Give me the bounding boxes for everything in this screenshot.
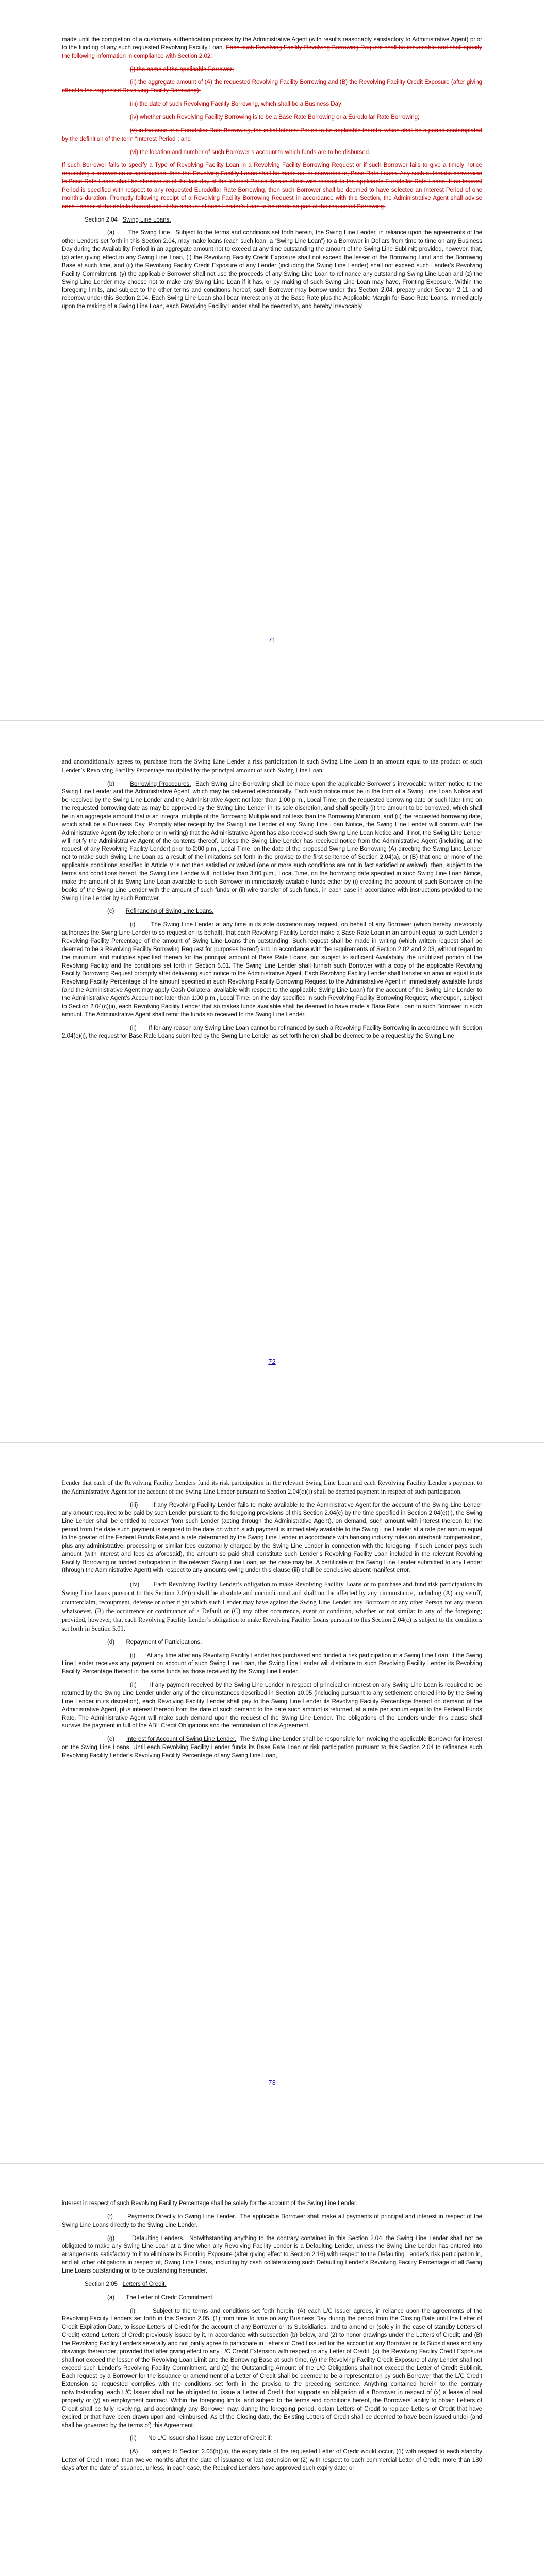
paragraph (62, 36, 482, 61)
clause-d (62, 1639, 482, 1647)
clause-label: (i) (130, 1652, 136, 1659)
clause-g (62, 2235, 482, 2276)
clause-text: Subject to the terms and conditions set forth herein, the Swing Line Lender, in reliance upon the agreements of the other Lenders set forth in this Section 2.04, may make loans (each such loan, a “Swing Line Loan”) to a Borrower in Dollars from time to time on any Business Day during the Availability Period in an aggregate amount not to exceed at any time outstanding the amount of the Swing Line Sublimit; provided, however, that, (x) after giving effect to any Swing Line Loan, (i) the Revolving Facility Credit Exposure shall not exceed the lesser of the Borrowing Limit and the Borrowing Base at such time, and (ii) the Revolving Facility Credit Exposure of any Lender (including the Swing Line Lender) shall not exceed such Lender’s Revolving Facility Commitment, (y) the applicable Borrower shall not use the proceeds of any Swing Line Loan to refinance any outstanding Swing Line Loan and (z) the Swing Line Lender may choose not to make any Swing Line Loan if it has, or by making of such Swing Line Loan may have, Fronting Exposure. Within the foregoing limits, and subject to the other terms and conditions hereof, such Borrower may borrow under this Section 2.04, prepay under Section 2.11, and reborrow under this Section 2.04. Each Swing Line Loan shall bear interest only at the Base Rate plus the Applicable Margin for Base Rate Loans. Immediately upon the making of a Swing Line Loan, each Revolving Facility Lender shall be deemed to, and hereby irrevocably (62, 230, 482, 310)
clause-label: (ii) (130, 1025, 137, 1031)
clause-text: The Swing Line Lender at any time in its sole discretion may request, on behalf of any Borrower (which hereby irrevocably authorizes the Swing Line Lender to so request on its behalf), that each Revolving Facility Lender make a Base Rate Loan in an amount equal to such Lender’s Revolving Facility Percentage of the amount of Swing Line Loans then outstanding. Such request shall be made in writing (which written request shall be deemed to be a Revolving Facility Borrowing Request for purposes hereof) and in accordance with the requirements of Section 2.02 and 2.03, without regard to the minimum and multiples specified therein for the principal amount of Base Rate Loans, but subject to sufficient Availability, the unutilized portion of the Revolving Facility and the conditions set forth in Section 5.01. The Swing Line Lender shall furnish such Borrower with a copy of the applicable Revolving Facility Borrowing Request promptly after delivering such notice to the Administrative Agent. Each Revolving Facility Lender shall transfer an amount equal to its Revolving Facility Percentage of the amount specified in such Revolving Facility Borrowing Request to the Administrative Agent in immediately available funds (and the Administrative Agent may apply Cash Collateral available with respect to the applicable Swing Line Loan) for the account of the Swing Line Lender to the Administrative Agent’s Account not later than 1:00 p.m., Local Time, on the day specified in such Revolving Facility Borrowing Request, whereupon, subject to Section 2.04(c)(ii), each Revolving Facility Lender that so makes funds available shall be deemed to have made a Base Rate Loan to such Borrower in such amount. The Administrative Agent shall remit the funds so received to the Swing Line Lender. (62, 922, 482, 1018)
clause-title: Refinancing of Swing Line Loans. (125, 908, 214, 915)
clause-c-i (62, 921, 482, 1019)
section-heading (62, 216, 482, 225)
clause-title: The Swing Line. (128, 230, 172, 236)
clause-d-i (62, 1652, 482, 1677)
clause-a (62, 229, 482, 311)
section-heading (62, 2281, 482, 2289)
section-title: Swing Line Loans. (122, 216, 171, 223)
clause-label: (iii) (130, 1502, 138, 1509)
clause-text: If any payment received by the Swing Line Lender in respect of principal or interest on any Swing Line Loan is required to be returned by the Swing Line Lender under any of the circumstances described in Section 10.05 (including pursuant to any settlement entered into by the Swing Line Lender in its discretion), each Revolving Facility Lender shall pay to the Swing Line Lender its Revolving Facility Percentage thereof on demand of the Administrative Agent, plus interest thereon from the date of such demand to the date such amount is returned, at a rate per annum equal to the Federal Funds Rate. The Administrative Agent will make such demand upon the request of the Swing Line Lender. The obligations of the Lenders under this clause shall survive the payment in full of the ABL Credit Obligations and the termination of this Agreement. (62, 1682, 482, 1730)
clause-label: (A) (130, 2449, 138, 2455)
page-number-link[interactable]: 71 (268, 636, 276, 644)
clause-text: Notwithstanding anything to the contrary contained in this Section 2.04, the Swing Line Lender shall not be obligated to make any Swing Line Loan at a time when any Revolving Facility Lender is a Defaulting Lender, unless the Swing Line Lender has entered into arrangements satisfactory to it to eliminate its Fronting Exposure (after giving effect to Section 2.16) with respect to the Defaulting Lender’s risk participation in, and all other obligations in respect of, Swing Line Loans, including by cash collateralizing such Defaulting Lender’s Revolving Facility Percentage of all Swing Line Loans outstanding or to be outstanding hereunder. (62, 2235, 483, 2275)
clause-c (62, 908, 482, 916)
document-page-72 (0, 721, 544, 1442)
clause-c-iii (62, 1502, 482, 1575)
paragraph: Lender that each of the Revolving Facility Lenders fund its risk participation in the relevant Swing Line Loan and each Revolving Facility Lender’s payment to the Administrative Agent for the account of the Swing Line Lender pursuant to Section 2.04(c)(i) shall be deemed payment in respect of such participation. (62, 1479, 482, 1496)
clause-title: Defaulting Lenders. (132, 2235, 185, 2242)
clause-label: (f) (107, 2213, 113, 2220)
clause-text: If any Revolving Facility Lender fails to make available to the Administrative Agent for the account of the Swing Line Lender any amount required to be paid by such Lender pursuant to the foregoing provisions of this Section 2.04(c) by the time specified in Section 2.04(c)(i), the Swing Line Lender shall be entitled to recover from such Lender (acting through the Administrative Agent), on demand, such amount with interest thereon for the period from the date such payment is required to the date on which such payment is immediately available to the Swing Line Lender at a rate per annum equal to the greater of the Federal Funds Rate and a rate determined by the Swing Line Lender in accordance with banking industry rules on interbank compensation, plus any administrative, processing or similar fees customarily charged by the Swing Line Lender in connection with the foregoing. If such Lender pays such amount (with interest and fees as aforesaid), the amount so paid shall constitute such Lender’s Revolving Facility Loan included in the relevant Revolving Facility Borrowing or funded participation in the relevant Swing Line Loan, as the case may be. A certificate of the Swing Line Lender submitted to any Lender (through the Administrative Agent) with respect to any amounts owing under this clause (iii) shall be conclusive absent manifest error. (62, 1502, 482, 1574)
clause-label: (i) (130, 2308, 136, 2314)
clause-text: Each Swing Line Borrowing shall be made upon the applicable Borrower’s irrevocable written notice to the Swing Line Lender and the Administrative Agent, which may be delivered electronically. Each such notice must be in the form of a Swing Line Loan Notice and be received by the Swing Line Lender and the Administrative Agent not later than 1:00 p.m., Local Time, on the requested borrowing date or such later time on the requested borrowing date as may be approved by the Swing Line Lender in its sole discretion, and shall specify (i) the amount to be borrowed, which shall be in an aggregate amount that is an integral multiple of the Borrowing Multiple and not less than the Borrowing Minimum, and (ii) the requested borrowing date, which shall be a Business Day. Promptly after receipt by the Swing Line Lender of any Swing Line Loan Notice, the Swing Line Lender will confirm with the Administrative Agent (by telephone or in writing) that the Administrative Agent has also received such Swing Line Loan Notice and, if not, the Swing Line Lender will notify the Administrative Agent of the contents thereof. Unless the Swing Line Lender has received notice from the Administrative Agent (including at the request of any Revolving Facility Lender) prior to 2:00 p.m., Local Time, on the date of the proposed Swing Line Borrowing (A) directing the Swing Line Lender not to make such Swing Line Loan as a result of the limitations set forth in the proviso to the first sentence of Section 2.04(a), or (B) that one or more of the applicable conditions specified in Article V is not then satisfied or waived (one or more such conditions are not in fact satisfied or waived), then, subject to the terms and conditions hereof, the Swing Line Lender will, not later than 3:00 p.m., Local Time, on the borrowing date specified in such Swing Line Loan Notice, make the amount of its Swing Line Loan available to such Borrower in immediately available funds either by (i) crediting the account of such Borrower on the books of the Swing Line Lender with the amount of such funds or (ii) wire transfer of such funds, in each case in accordance with instructions provided to the Swing Line Lender by such Borrower. (62, 781, 482, 902)
clause-a-ii-A (62, 2448, 482, 2473)
page-body (62, 1479, 482, 1766)
clause-label: (e) (107, 1736, 115, 1743)
paragraph: interest in respect of such Revolving Facility Percentage shall be solely for the account of the Swing Line Lender. (62, 2200, 358, 2207)
clause-title: Payments Directly to Swing Line Lender. (127, 2213, 236, 2220)
page-body (62, 2200, 482, 2478)
clause-label: (iv) (130, 1581, 140, 1588)
clause-label: (g) (107, 2235, 115, 2242)
clause-label: (a) (107, 2294, 115, 2301)
clause-title: Repayment of Participations. (126, 1639, 202, 1646)
page-number-link[interactable]: 72 (268, 1358, 276, 1365)
deleted-item-iii: (iii) the date of such Revolving Facility Borrowing, which shall be a Business Day; (130, 101, 343, 108)
clause-label: (b) (107, 781, 115, 787)
clause-text: Subject to the terms and conditions set forth herein, (A) each L/C Issuer agrees, in reliance upon the agreements of the Revolving Facility Lenders set forth in this Section 2.05, (1) from time to time on any Business Day during the period from the Closing Date until the Letter of Credit Expiration Date, to issue Letters of Credit for the account of any Borrower or its Subsidiaries, and to amend or (solely in the case of standby Letters of Credit) extend Letters of Credit previously issued by it, in accordance with subsection (b) below, and (2) to honor drawings under the Letters of Credit; and (B) the Revolving Facility Lenders severally and not jointly agree to participate in Letters of Credit issued for the account of any Borrower or its Subsidiaries and any drawings thereunder; provided that after giving effect to any L/C Credit Extension with respect to any Letter of Credit, (x) the Revolving Facility Credit Exposure shall not exceed the lesser of the Revolving Loan Limit and the Borrowing Base at such time, (y) the Revolving Facility Credit Exposure of any Lender shall not exceed such Lender’s Revolving Facility Commitment, and (z) the Outstanding Amount of the L/C Obligations shall not exceed the Letter of Credit Sublimit. Each request by a Borrower for the issuance or amendment of a Letter of Credit shall be deemed to be a representation by such Borrower that the L/C Credit Extension so requested complies with the conditions set forth in the proviso to the preceding sentence. Anything contained herein to the contrary notwithstanding, each L/C Issuer shall not be obligated to, issue a Letter of Credit that supports an obligation of a Borrower in respect of (x) a lease of real property or (y) an employment contract. Within the foregoing limits, and subject to the terms and conditions hereof, the Borrowers’ ability to obtain Letters of Credit shall be fully revolving, and accordingly any Borrower may, during the foregoing period, obtain Letters of Credit to replace Letters of Credit that have expired or that have been drawn upon and reimbursed. As of the Closing date, the Existing Letters of Credit shall be deemed to have been issued under (and shall be governed by the terms of) this Agreement. (62, 2308, 482, 2429)
section-number: Section 2.05 (85, 2281, 118, 2287)
clause-f (62, 2213, 482, 2230)
clause-label: (i) (130, 922, 136, 928)
paragraph: and unconditionally agrees to, purchase from the Swing Line Lender a risk participation in such Swing Line Loan in an amount equal to the product of such Lender’s Revolving Facility Percentage multiplied by the principal amount of such Swing Line Loan. (62, 758, 482, 774)
clause-c-iv (62, 1580, 482, 1634)
clause-text: The Swing Line Lender shall be responsible for invoicing the applicable Borrower for interest on the Swing Line Loans. Until each Revolving Facility Lender funds its Base Rate Loan or risk participation pursuant to this Section 2.04 to refinance such Revolving Facility Lender’s Revolving Facility Percentage of any Swing Line Loan, (62, 1736, 482, 1759)
clause-label: (ii) (130, 1682, 137, 1689)
clause-text: If for any reason any Swing Line Loan cannot be refinanced by such a Revolving Facility Borrowing in accordance with Section 2.04(c)(i), the request for Base Rate Loans submitted by the Swing Line Lender as set forth herein shall be deemed to be a request by the Swing Line (62, 1025, 482, 1040)
clause-d-ii (62, 1682, 482, 1731)
section-title: Letters of Credit. (122, 2281, 167, 2287)
clause-text: The applicable Borrower shall make all payments of principal and interest in respect of the Swing Line Loans directly to the Swing Line Lender. (62, 2213, 483, 2228)
deleted-text: Each such Revolving Facility Revolving Borrowing Request shall be irrevocable and shall specify the following information in compliance with Section 2.02: (62, 44, 483, 59)
page-body (62, 757, 482, 1046)
clause-label: (a) (107, 230, 115, 236)
clause-title: Interest for Account of Swing Line Lender. (126, 1736, 237, 1743)
clause-text: subject to Section 2.05(b)(iii), the expiry date of the requested Letter of Credit would occur, (1) with respect to each standby Letter of Credit, more than twelve months after the date of issuance or last extension or (2) with respect to each commercial Letter of Credit, more than 180 days after the date of issuance, unless, in each case, the Required Lenders have approved such expiry date; or (62, 2449, 482, 2472)
document-page-74 (0, 2164, 544, 2576)
section-number: Section 2.04 (85, 216, 118, 223)
clause-a (62, 2294, 482, 2302)
clause-label: (c) (107, 908, 114, 915)
paragraph-text: made until the completion of a customary authentication process by the Administrative Agent (with results reasonably satisfactory to Administrative Agent) prior to the funding of any such requested Revolving Facility Loan. (62, 37, 482, 51)
clause-label: (ii) (130, 2435, 137, 2442)
clause-c-ii (62, 1025, 482, 1041)
document-page-73 (0, 1443, 544, 2163)
deleted-item-vi: (vi) the location and number of such Borrower’s account to which funds are to be disbursed. (130, 149, 371, 156)
clause-a-i (62, 2308, 482, 2430)
clause-text: Each Revolving Facility Lender’s obligation to make Revolving Facility Loans or to purchase and fund risk participations in Swing Line Loans pursuant to this Section 2.04(c) shall be absolute and unconditional and shall not be affected by any circumstance, including (A) any setoff, counterclaim, recoupment, defense or other right which such Lender may have against the Swing Line Lender, any Borrower or any other Person for any reason whatsoever, (B) the occurrence or continuance of a Default or (C) any other occurrence, event or condition, whether or not similar to any of the foregoing; provided, however, that each Revolving Facility Lender’s obligation to make Revolving Facility Loans pursuant to this Section 2.04(c) is subject to the conditions set forth in Section 5.01. (62, 1581, 483, 1633)
clause-label: (d) (107, 1639, 115, 1646)
clause-title: Borrowing Procedures. (130, 781, 191, 787)
deleted-item-v: (v) in the case of a Eurodollar Rate Borrowing, the initial Interest Period to be applicable thereto, which shall be a period contemplated by the definition of the term “Interest Period”; and (62, 127, 482, 142)
clause-a-ii (62, 2435, 482, 2443)
clause-e (62, 1736, 482, 1760)
clause-text: At any time after any Revolving Facility Lender has purchased and funded a risk participation in a Swing Line Loan, if the Swing Line Lender receives any payment on account of such Swing Line Loan, the Swing Line Lender will distribute to such Revolving Facility Lender its Revolving Facility Percentage thereof in the same funds as those received by the Swing Line Lender. (62, 1652, 482, 1675)
deleted-item-ii: (ii) the aggregate amount of (A) the requested Revolving Facility Borrowing and (B) the Revolving Facility Credit Exposure (after giving effect to the requested Revolving Facility Borrowing); (62, 79, 482, 94)
deleted-item-iv: (iv) whether such Revolving Facility Borrowing is to be a Base Rate Borrowing or a Eurodollar Rate Borrowing; (130, 114, 420, 121)
document-page-71 (0, 0, 544, 720)
clause-title: The Letter of Credit Commitment. (126, 2294, 214, 2301)
deleted-item-i: (i) the name of the applicable Borrower; (130, 66, 234, 73)
clause-text: No L/C Issuer shall issue any Letter of Credit if: (148, 2435, 272, 2442)
clause-b (62, 781, 482, 903)
page-body (62, 36, 482, 316)
deleted-paragraph: If such Borrower fails to specify a Type of Revolving Facility Loan in a Revolving Facility Borrowing Request or if such Borrower fails to give a timely notice requesting a conversion or continuation, then the Revolving Facility Loans shall be made as, or converted to, Base Rate Loans. Any such automatic conversion to Base Rate Loans shall be effective as of the last day of the Interest Period then in effect with respect to the applicable Eurodollar Rate Loans. If no Interest Period is specified with respect to any requested Eurodollar Rate Borrowing, then such Borrower shall be deemed to have selected an Interest Period of one month’s duration. Promptly following receipt of a Revolving Facility Borrowing Request in accordance with this Section, the Administrative Agent shall advise each Lender of the details thereof and of the amount of such Lender’s Loan to be made as part of the requested Borrowing. (62, 162, 482, 210)
page-number-link[interactable]: 73 (268, 2079, 276, 2087)
